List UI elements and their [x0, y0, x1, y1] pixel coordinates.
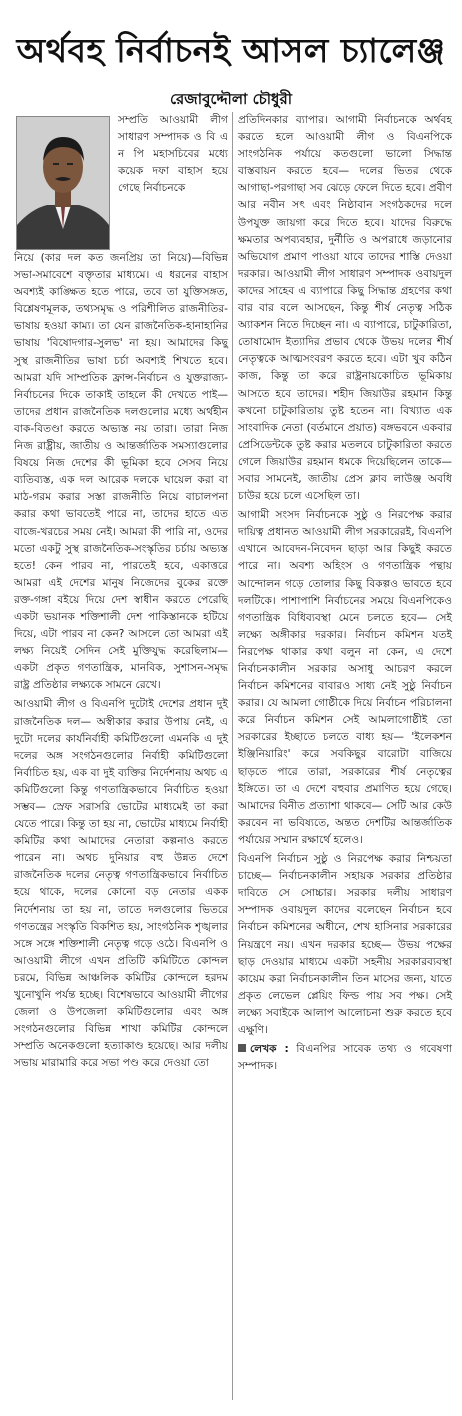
paragraph: আওয়ামী লীগ ও বিএনপি দুটোই দেশের প্রধান দুই রাজনৈতিক দল— অস্বীকার করার উপায় নেই, এ দুটো দলের কার্যনির্বাহী কমিটিগুলো এমনকি এ দুই দলের অঙ্গ সংগঠনগুলোর নির্বাহী কমিটিগুলো নির্বাচিত হয়, এক বা দুই ব্যক্তির নির্দেশনায় অথচ এ কমিটিগুলো কিন্তু গণতান্ত্রিকভাবে নির্বাচিত হওয়া সম্ভব— স্রেফ সরাসরি ভোটের মাধ্যমেই তা করা যেতে পারে। কিন্তু তা হয় না, ভোটের মাধ্যমে নির্বাহী কমিটির কথা আমাদের নেতারা কল্পনাও করতে পারেন না। অথচ দুনিয়ার বহু উন্নত দেশে রাজনৈতিক দলের নেতৃত্ব গণতান্ত্রিকভাবে নির্বাচিত হয়ে থাকে, দলের কোনো বড় নেতার একক নির্দেশনায় তা হয় না, তাতে দলগুলোর ভিতরে গণতন্ত্রের সংস্কৃতি বিকশিত হয়, সাংগঠনিক শৃঙ্খলার সঙ্গে সঙ্গে শক্তিশালী নেতৃত্ব গড়ে ওঠে। বিএনপি ও আওয়ামী লীগে এখন প্রতিটি কমিটিতে কোন্দল চরমে, বিভিন্ন আঞ্চলিক কমিটির কোন্দলে হরদম খুনোখুনি পর্যন্ত হচ্ছে। বিশেষভাবে আওয়ামী লীগের জেলা ও উপজেলা কমিটিগুলোর এবং অঙ্গ সংগঠনগুলোর বিভিন্ন শাখা কমিটির কোন্দলে সম্প্রতি অনেকগুলো হত্যাকাণ্ড হয়েছে। আর দলীয় সভায় মারামারি করে সভা পণ্ড করে দেওয়া তো: [14, 698, 228, 1070]
headline: অর্থবহ নির্বাচনই আসল চ্যালেঞ্জ: [16, 31, 446, 70]
author-credit-label: [238, 1043, 289, 1055]
column-divider: [232, 112, 233, 1400]
author-credit-label-text: লেখক :: [250, 1043, 289, 1056]
column-2: [238, 112, 452, 1077]
paragraph: বিএনপি নির্বাচন সুষ্ঠু ও নিরপেক্ষ করার নিশ্চয়তা চাচ্ছে— নির্বাচনকালীন সহায়ক সরকার প্রতিষ্ঠার দাবিতে সে সোচ্চার। সরকার দলীয় সাধারণ সম্পাদক ওবায়দুল কাদের বলেছেন নির্বাচন হবে নির্বাচন কমিশনের অধীনে, শেখ হাসিনার সরকারের নিয়ন্ত্রণে নয়। এখন দরকার হচ্ছে— উভয় পক্ষের ছাড় দেওয়ার মাধ্যমে একটা সহনীয় সরকারব্যবস্থা কায়েম করা নির্বাচনকালীন তিন মাসের জন্য, যাতে প্রকৃত লেভেল প্লেয়িং ফিল্ড পায় সব পক্ষ। সেই লক্ষ্যে সবাইকে আলাপ আলোচনা শুরু করতে হবে এক্ষুণি।: [238, 853, 452, 1036]
paragraph: নিয়ে (কার দল কত জনপ্রিয় তা নিয়ে)—বিভিন্ন সভা-সমাবেশে বক্তৃতার মাধ্যমে। এ ধরনের বাহাস অবশ্যই কাঙ্ক্ষিত হতে পারে, তবে তা যুক্তিসঙ্গত, বিশ্লেষণমূলক, তথ্যসমৃদ্ধ ও পরিশীলিত রাজনীতির-ভাষায় হওয়া কাম্য। তা যেন রাজনৈতিক-হানাহানির ভাষায় 'বিষোদগার-সুলভ' না হয়। আমাদের কিছু সুস্থ রাজনীতির ভাষা চর্চা অবশ্যই শিখতে হবে। আমরা যদি সাম্প্রতিক ফ্রান্স-নির্বাচন ও যুক্তরাজ্য-নির্বাচনের দিকে তাকাই তাহলে কী দেখতে পাই—তাদের প্রধান রাজনৈতিক দলগুলোর মধ্যে অর্থহীন বাক-বিতণ্ডা করতে অভ্যস্ত নয় তারা। তারা নিজ নিজ রাষ্ট্রীয়, জাতীয় ও আন্তর্জাতিক সমস্যাগুলোর বিষয়ে নিজ দেশের কী ভূমিকা হবে সেসব নিয়ে ব্যতিব্যস্ত, এক দল আরেক দলকে ঘায়েল করা বা মাঠ-গরম করার সস্তা রাজনীতি নিয়ে বাচালপনা করার কথা ভাবতেই পারে না, তাদের হাতে এত বাজে-খরচের সময় নেই। আমরা কী পারি না, ওদের মতো একটু সুস্থ রাজনৈতিক-সংস্কৃতির চর্চায় অভ্যস্ত হতে! কেন পারব না, পারতেই হবে, একাত্তরে আমরা এই দেশের মানুষ নিজেদের বুকের রক্তে রক্ত-গঙ্গা বইয়ে দিয়ে দেশ স্বাধীন করতে পেরেছি একটা ভয়ানক শক্তিশালী দেশ পাকিস্তানকে হটিয়ে দিয়ে, এটা পারব না কেন? আসলে তো আমরা এই লক্ষ্য নিয়েই সেদিন সেই মুক্তিযুদ্ধ করেছিলাম—একটা প্রকৃত গণতান্ত্রিক, মানবিক, সুশাসন-সমৃদ্ধ রাষ্ট্র প্রতিষ্ঠার লক্ষ্যকে সামনে রেখে।: [14, 252, 228, 692]
author-photo: [16, 116, 110, 250]
paragraph: আগামী সংসদ নির্বাচনকে সুষ্ঠু ও নিরপেক্ষ করার দায়িত্ব প্রধানত আওয়ামী লীগ সরকারেরই, বিএনপি এখানে আবেদন-নিবেদন ছাড়া আর কিছুই করতে পারে না। অবশ্য অহিংস ও গণতান্ত্রিক পন্থায় আন্দোলন গড়ে তোলার কিছু বিকল্পও ভাবতে হবে দলটিকে। পাশাপাশি নির্বাচনের সময়ে বিএনপিকেও গণতান্ত্রিক বিধিব্যবস্থা মেনে চলতে হবে— সেই লক্ষ্যে অঙ্গীকার দরকার। নির্বাচন কমিশন যতই নিরপেক্ষ থাকার কথা বলুন না কেন, এ দেশে নির্বাচনকালীন সরকার অসাধু আচরণ করলে নির্বাচন কমিশনের বাবারও সাধ্য নেই সুষ্ঠু নির্বাচন করার। যে আমলা গোষ্ঠীকে দিয়ে নির্বাচন পরিচালনা করে নির্বাচন কমিশন সেই আমলাগোষ্ঠীই তো সরকারের ইচ্ছাতে চলতে বাধ্য হয়— 'ইলেকশন ইঞ্জিনিয়ারিং' করে সবকিছুর বারোটা বাজিয়ে ছাড়তে পারে তারা, সরকারের শীর্ষ নেতৃত্বের ইঙ্গিতে। তা এ দেশে বহুবার প্রমাণিত হয়ে গেছে। আমাদের বিনীত প্রত্যাশা থাকবে— সেটি আর কেউ করবেন না ভবিষ্যতে, অন্তত দেশটির আন্তর্জাতিক পর্যায়ের সম্মান রক্ষার্থে হলেও।: [238, 509, 452, 846]
paragraph: প্রতিদিনকার ব্যাপার। আগামী নির্বাচনকে অর্থবহ করতে হলে আওয়ামী লীগ ও বিএনপিকে সাংগঠনিক পর্যায়ে কতগুলো ভালো সিদ্ধান্ত বাস্তবায়ন করতে হবে— দলের ভিতর থেকে আগাছা-পরগাছা সব ঝেড়ে ফেলে দিতে হবে। প্রবীণ আর নবীন সৎ এবং নিষ্ঠাবান সংগঠকদের দলে উপযুক্ত জায়গা করে দিতে হবে। যাদের বিরুদ্ধে ক্ষমতার অপব্যবহার, দুর্নীতি ও অপরাধে জড়ানোর অভিযোগ প্রমাণ পাওয়া যাবে তাদের শাস্তি দেওয়া দরকার। আওয়ামী লীগ সাধারণ সম্পাদক ওবায়দুল কাদের সাহেব এ ব্যাপারে কিছু সিদ্ধান্ত গ্রহণের কথা বার বার বলে আসছেন, কিন্তু শীর্ষ নেতৃত্ব সঠিক অ্যাকশন নিতে দিচ্ছেন না। এ ব্যাপারে, চাটুকারিতা, তোষামোদ ইত্যাদির প্রভাব থেকে উভয় দলের শীর্ষ নেতৃত্বকে আত্মসংবরণ করতে হবে। এটা খুব কঠিন কাজ, কিন্তু তা করে রাষ্ট্রনায়কোচিত ভূমিকায় আসতে হবে তাদের। শহীদ জিয়াউর রহমান কিন্তু কখনো চাটুকারিতায় তুষ্ট হতেন না। বিখ্যাত এক সাংবাদিক নেতা (বর্তমানে প্রয়াত) বঙ্গভবনে একবার প্রেসিডেন্টকে তুষ্ট করার মতলবে চাটুকারিতা করতে গেলে জিয়াউর রহমান ধমকে দিয়েছিলেন তাকে— সবার সামনেই, জাতীয় প্রেস ক্লাব লাউঞ্জ অবধি চাউর হয়ে চলে এসেছিল তা।: [238, 114, 452, 503]
author-credit-text: বিএনপির সাবেক তথ্য ও গবেষণা সম্পাদক।: [238, 1043, 452, 1073]
column-1-top: [118, 112, 228, 199]
column-1: [14, 250, 228, 1075]
paragraph: সম্প্রতি আওয়ামী লীগ সাধারণ সম্পাদক ও বি এ ন পি মহাসচিবের মধ্যে কয়েক দফা বাহাস হয়ে গেছে নির্বাচনকে: [118, 114, 228, 195]
square-bullet-icon: [238, 1044, 246, 1052]
byline: রেজাবুদ্দৌলা চৌধুরী: [169, 90, 293, 108]
author-portrait-image: [17, 117, 109, 249]
author-credit: [238, 1041, 452, 1075]
